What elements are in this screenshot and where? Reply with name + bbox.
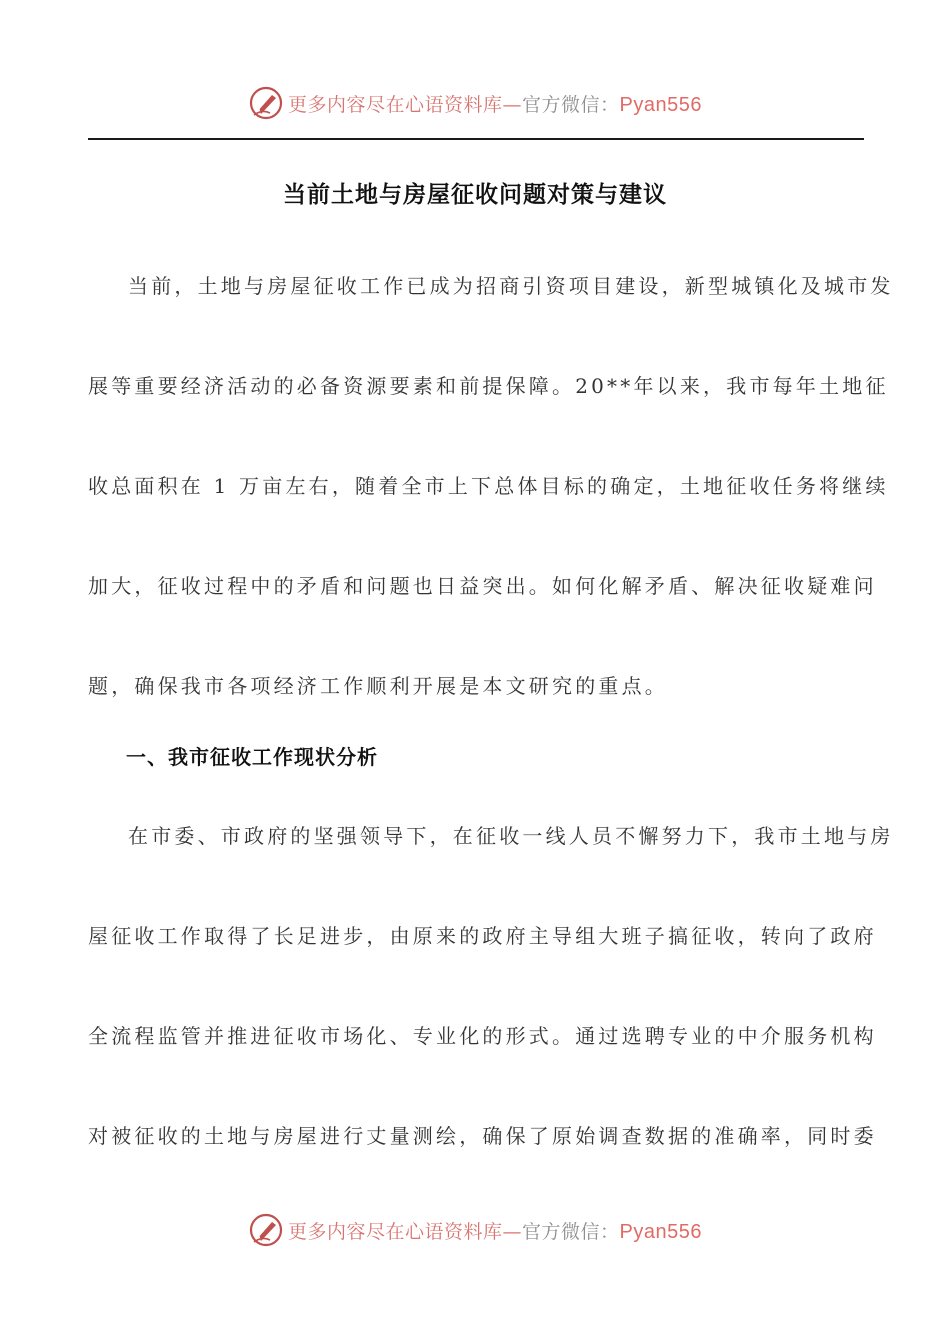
pen-logo-icon <box>248 1212 284 1248</box>
banner-site-text: 更多内容尽在心语资料库 <box>288 1220 503 1243</box>
paragraph-line: 展等重要经济活动的必备资源要素和前提保障。20**年以来，我市每年土地征 <box>88 374 889 398</box>
banner-dash: — <box>502 93 523 116</box>
paragraph-line: 屋征收工作取得了长足进步，由原来的政府主导组大班子搞征收，转向了政府 <box>88 924 877 948</box>
document-title: 当前土地与房屋征收问题对策与建议 <box>283 181 667 208</box>
paragraph-line: 当前，土地与房屋征收工作已成为招商引资项目建设，新型城镇化及城市发 <box>128 274 894 298</box>
paragraph-line: 加大，征收过程中的矛盾和问题也日益突出。如何化解矛盾、解决征收疑难问 <box>88 574 877 598</box>
paragraph-line: 题，确保我市各项经济工作顺利开展是本文研究的重点。 <box>88 674 668 698</box>
header-divider <box>88 138 864 140</box>
banner-wechat-id: Pyan556 <box>619 1220 702 1243</box>
pen-logo-icon <box>248 85 284 121</box>
banner-wechat-label: 官方微信： <box>522 93 620 116</box>
section-heading: 一、我市征收工作现状分析 <box>126 745 378 769</box>
banner-site-text: 更多内容尽在心语资料库 <box>288 93 503 116</box>
paragraph-line: 在市委、市政府的坚强领导下，在征收一线人员不懈努力下，我市土地与房 <box>128 824 894 848</box>
banner-text <box>288 1217 702 1244</box>
banner-wechat-id: Pyan556 <box>619 93 702 116</box>
banner-wechat-label: 官方微信： <box>522 1220 620 1243</box>
paragraph-line: 全流程监管并推进征收市场化、专业化的形式。通过选聘专业的中介服务机构 <box>88 1024 877 1048</box>
header-banner <box>0 81 950 125</box>
footer-banner <box>0 1208 950 1252</box>
banner-text <box>288 90 702 117</box>
paragraph-line: 收总面积在 1 万亩左右，随着全市上下总体目标的确定，土地征收任务将继续 <box>88 474 889 498</box>
document-body <box>88 260 894 1210</box>
paragraph-line: 对被征收的土地与房屋进行丈量测绘，确保了原始调查数据的准确率，同时委 <box>88 1124 877 1148</box>
banner-dash: — <box>502 1220 523 1243</box>
